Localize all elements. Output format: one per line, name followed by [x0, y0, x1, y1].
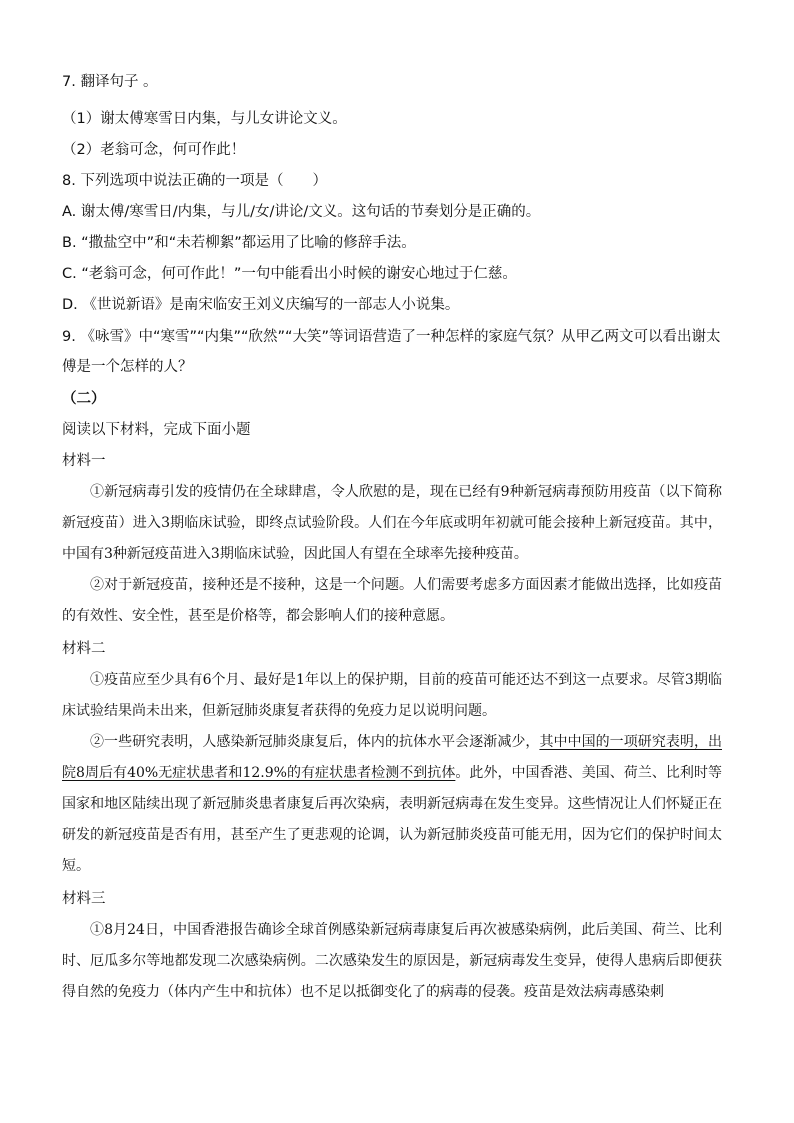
question-8-option-d: D. 《世说新语》是南宋临安王刘义庆编写的一部志人小说集。 [62, 297, 460, 313]
material-1-paragraph-1: ①新冠病毒引发的疫情仍在全球肆虐，令人欣慰的是，现在已经有9种新冠病毒预防用疫苗（以下简称新冠疫苗）进入3期临床试验，即终点试验阶段。人们在今年底或明年初就可能会接种上新冠疫苗。其中，中国有3种新冠疫苗进入3期临床试验，因此国人有望在全球率先接种疫苗。 [62, 484, 722, 562]
question-9-text: 9. 《咏雪》中“寒雪”“内集”“欣然”“大笑”等词语营造了一种怎样的家庭气氛？从甲乙两文可以看出谢太傅是一个怎样的人？ [62, 329, 721, 375]
material-1-paragraph-2: ②对于新冠疫苗，接种还是不接种，这是一个问题。人们需要考虑多方面因素才能做出选择，比如疫苗的有效性、安全性，甚至是价格等，都会影响人们的接种意愿。 [62, 577, 722, 624]
material-2-paragraph-2-start: ②一些研究表明，人感染新冠肺炎康复后，体内的抗体水平会逐渐减少， [90, 734, 540, 750]
question-8-option-b: B. “撒盐空中”和“未若柳絮”都运用了比喻的修辞手法。 [62, 235, 416, 251]
material-2-paragraph-2 [62, 727, 722, 882]
material-3-paragraph-1: ①8月24日，中国香港报告确诊全球首例感染新冠病毒康复后再次被感染病例，此后美国、荷兰、比利时、厄瓜多尔等地都发现二次感染病例。二次感染发生的原因是，新冠病毒发生变异，使得人患病后即便获得自然的免疫力（体内产生中和抗体）也不足以抵御变化了的病毒的侵袭。疫苗是效法病毒感染刺 [62, 922, 722, 1000]
question-8-option-a: A. 谢太傅/寒雪日/内集，与儿/女/讲论/文义。这句话的节奏划分是正确的。 [62, 204, 541, 220]
question-7-item-2: （2）老翁可念，何可作此！ [62, 142, 246, 158]
underlined-sentence: 其中中国的一项研究表明，出院8周后有40%无症状患者和12.9%的有症状患者检测不到抗体 [62, 734, 722, 781]
material-2-paragraph-2-end: 。此外，中国香港、美国、荷兰、比利时等国家和地区陆续出现了新冠肺炎患者康复后再次染病，表明新冠病毒在发生变异。这些情况让人们怀疑正在研发的新冠疫苗是否有用，甚至产生了更悲观的论调，认为新冠肺炎疫苗可能无用，因为它们的保护时间太短。 [62, 765, 723, 874]
question-7-item-1: （1）谢太傅寒雪日内集，与儿女讲论文义。 [62, 111, 347, 127]
material-2-paragraph-1: ①疫苗应至少具有6个月、最好是1年以上的保护期，目前的疫苗可能还达不到这一点要求。尽管3期临床试验结果尚未出来，但新冠肺炎康复者获得的免疫力足以说明问题。 [62, 672, 722, 719]
section-2-instruction: 阅读以下材料，完成下面小题 [62, 422, 251, 438]
material-2-label: 材料二 [62, 641, 106, 657]
question-8-option-c: C. “老翁可念，何可作此！”一句中能看出小时候的谢安心地过于仁慈。 [62, 266, 517, 282]
question-7-title: 7. 翻译句子 。 [62, 74, 158, 90]
section-2-heading: （二） [62, 391, 106, 407]
question-8-title: 8. 下列选项中说法正确的一项是（ ） [62, 173, 327, 189]
material-3-label: 材料三 [62, 891, 106, 907]
material-1-label: 材料一 [62, 453, 106, 469]
